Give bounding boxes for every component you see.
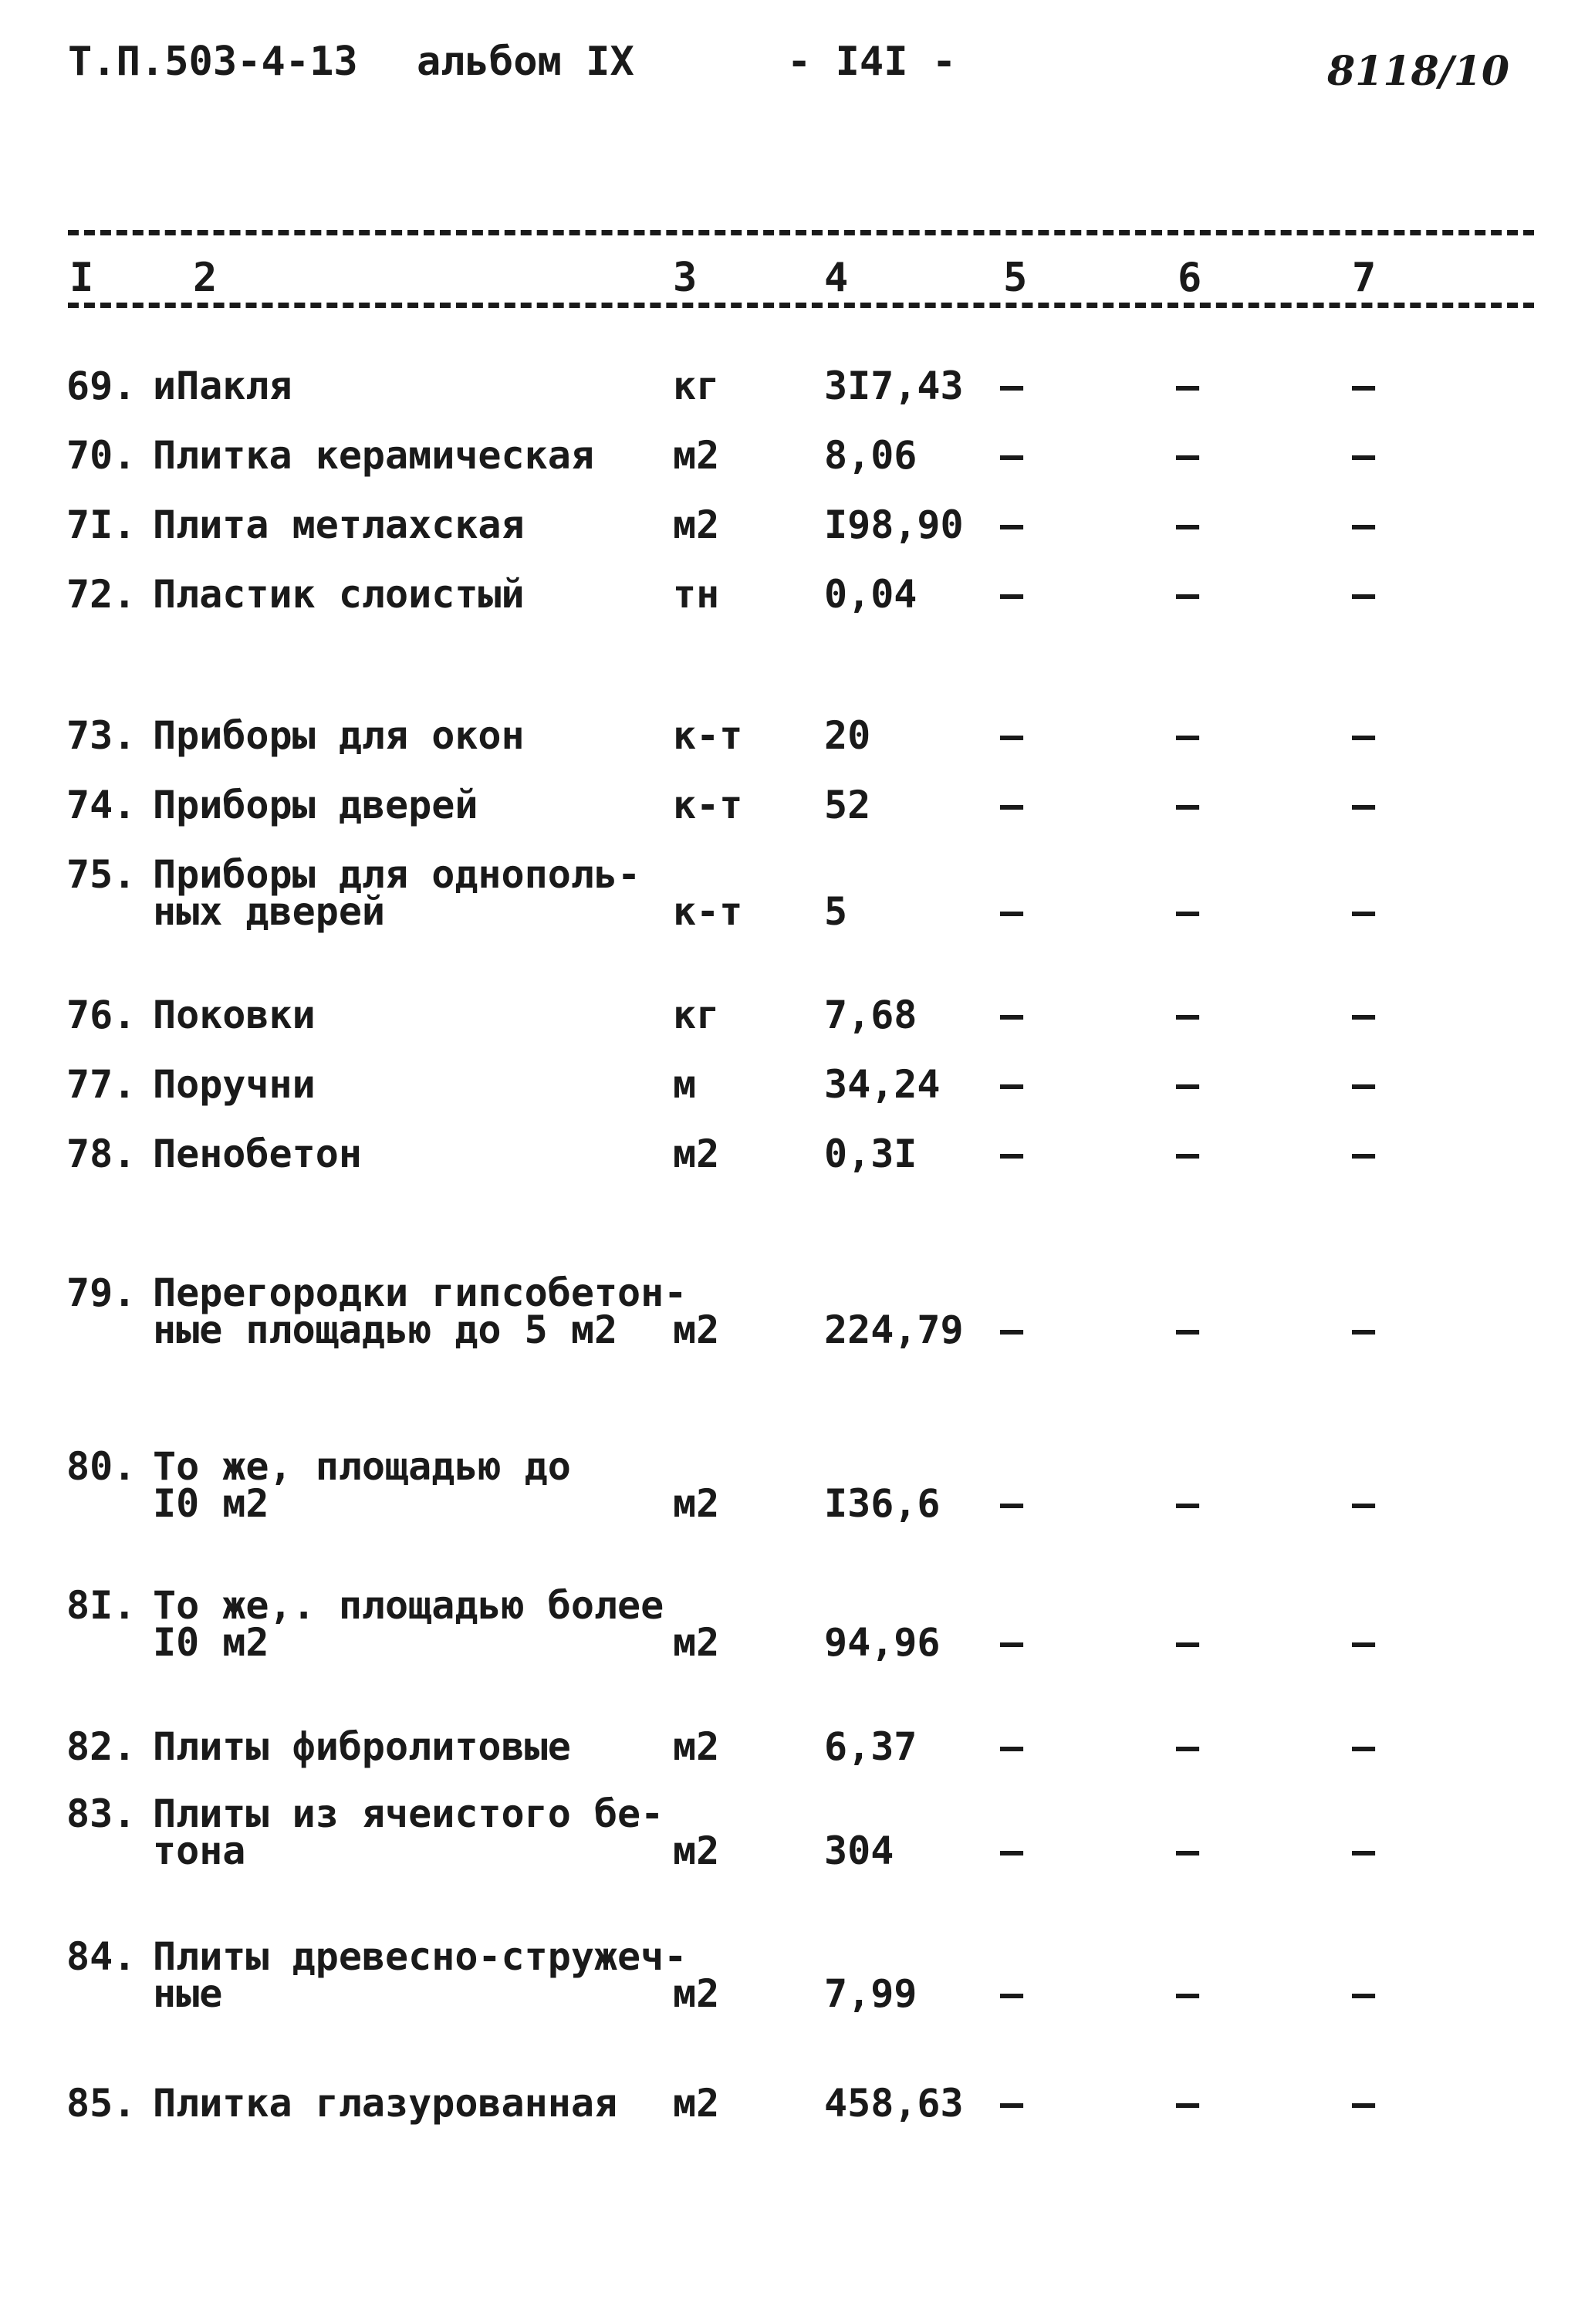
col6-value: –	[1176, 713, 1200, 758]
material-name: Приборы для окон	[153, 713, 525, 758]
row-number: 74.	[66, 783, 137, 827]
quantity: 8,06	[824, 433, 917, 478]
unit: м	[673, 1062, 697, 1107]
unit: кг	[673, 993, 720, 1037]
quantity: 20	[824, 713, 871, 758]
quantity: 0,3I	[824, 1132, 917, 1176]
col6-value: –	[1176, 1481, 1200, 1526]
row-number: 80.	[66, 1444, 137, 1489]
unit: м2	[673, 502, 720, 547]
col6-value: –	[1176, 1062, 1200, 1107]
material-name: Приборы дверей	[153, 783, 478, 827]
col7-value: –	[1352, 1132, 1376, 1176]
col7-value: –	[1352, 889, 1376, 934]
col5-value: –	[1000, 433, 1024, 478]
unit: к-т	[673, 713, 743, 758]
quantity: 94,96	[824, 1620, 941, 1665]
col-header-1: I	[69, 255, 94, 301]
material-name: Пенобетон	[153, 1132, 362, 1176]
unit: к-т	[673, 783, 743, 827]
col5-value: –	[1000, 1481, 1024, 1526]
unit: м2	[673, 1971, 720, 2016]
col5-value: –	[1000, 1971, 1024, 2016]
unit: кг	[673, 364, 720, 408]
unit: м2	[673, 1307, 720, 1352]
col5-value: –	[1000, 1307, 1024, 1352]
quantity: 6,37	[824, 1724, 917, 1769]
material-name-continued: I0 м2	[153, 1620, 269, 1665]
col5-value: –	[1000, 1132, 1024, 1176]
quantity: 0,04	[824, 572, 917, 617]
col6-value: –	[1176, 1971, 1200, 2016]
col6-value: –	[1176, 433, 1200, 478]
col5-value: –	[1000, 889, 1024, 934]
col-header-7: 7	[1352, 255, 1377, 301]
col5-value: –	[1000, 713, 1024, 758]
material-name: Плиты древесно-стружеч-	[153, 1934, 688, 1979]
quantity: I98,90	[824, 502, 964, 547]
row-number: 83.	[66, 1791, 137, 1836]
unit: м2	[673, 1724, 720, 1769]
col7-value: –	[1352, 2081, 1376, 2126]
unit: м2	[673, 433, 720, 478]
material-name: Пластик слоистый	[153, 572, 525, 617]
material-name: Приборы для однополь-	[153, 852, 641, 897]
col7-value: –	[1352, 433, 1376, 478]
unit: м2	[673, 1481, 720, 1526]
col6-value: –	[1176, 1620, 1200, 1665]
quantity: 224,79	[824, 1307, 964, 1352]
material-name-continued: I0 м2	[153, 1481, 269, 1526]
material-name: То же, площадью до	[153, 1444, 571, 1489]
row-number: 75.	[66, 852, 137, 897]
col-header-4: 4	[824, 255, 849, 301]
col7-value: –	[1352, 1620, 1376, 1665]
document-code: Т.П.503-4-13	[68, 39, 358, 85]
col7-value: –	[1352, 713, 1376, 758]
material-name-continued: ные	[153, 1971, 223, 2016]
col7-value: –	[1352, 993, 1376, 1037]
material-name: Плита метлахская	[153, 502, 525, 547]
quantity: I36,6	[824, 1481, 941, 1526]
page-number: - I4I -	[787, 39, 957, 85]
material-name: Плиты фибролитовые	[153, 1724, 571, 1769]
material-name: Поручни	[153, 1062, 316, 1107]
unit: м2	[673, 1620, 720, 1665]
col6-value: –	[1176, 2081, 1200, 2126]
col5-value: –	[1000, 1062, 1024, 1107]
quantity: 52	[824, 783, 871, 827]
dashed-rule-top	[68, 230, 1534, 235]
col6-value: –	[1176, 364, 1200, 408]
col6-value: –	[1176, 1132, 1200, 1176]
col-header-5: 5	[1003, 255, 1028, 301]
row-number: 76.	[66, 993, 137, 1037]
row-number: 70.	[66, 433, 137, 478]
unit: м2	[673, 1828, 720, 1873]
col-header-3: 3	[673, 255, 698, 301]
col7-value: –	[1352, 502, 1376, 547]
material-name: То же,. площадью более	[153, 1583, 664, 1628]
row-number: 82.	[66, 1724, 137, 1769]
row-number: 84.	[66, 1934, 137, 1979]
col7-value: –	[1352, 1062, 1376, 1107]
col-header-2: 2	[193, 255, 218, 301]
material-name-continued: ные площадью до 5 м2	[153, 1307, 618, 1352]
col7-value: –	[1352, 1724, 1376, 1769]
col5-value: –	[1000, 783, 1024, 827]
col5-value: –	[1000, 1620, 1024, 1665]
row-number: 73.	[66, 713, 137, 758]
unit: м2	[673, 1132, 720, 1176]
quantity: 458,63	[824, 2081, 964, 2126]
material-name: иПакля	[153, 364, 292, 408]
material-name: Перегородки гипсобетон-	[153, 1270, 688, 1315]
handwritten-note: 8118/10	[1327, 48, 1510, 95]
row-number: 8I.	[66, 1583, 137, 1628]
col7-value: –	[1352, 1828, 1376, 1873]
col6-value: –	[1176, 572, 1200, 617]
quantity: 7,99	[824, 1971, 917, 2016]
col-header-6: 6	[1178, 255, 1202, 301]
quantity: 7,68	[824, 993, 917, 1037]
col7-value: –	[1352, 572, 1376, 617]
quantity: 34,24	[824, 1062, 941, 1107]
material-name: Плитка глазурованная	[153, 2081, 618, 2126]
col7-value: –	[1352, 1481, 1376, 1526]
col7-value: –	[1352, 783, 1376, 827]
col6-value: –	[1176, 1828, 1200, 1873]
row-number: 78.	[66, 1132, 137, 1176]
unit: м2	[673, 2081, 720, 2126]
material-name: Поковки	[153, 993, 316, 1037]
col6-value: –	[1176, 502, 1200, 547]
material-name: Плиты из ячеистого бе-	[153, 1791, 664, 1836]
album-label: альбом IX	[417, 39, 634, 85]
col5-value: –	[1000, 1724, 1024, 1769]
quantity: 3I7,43	[824, 364, 964, 408]
dashed-rule-bottom	[68, 303, 1534, 308]
row-number: 77.	[66, 1062, 137, 1107]
col7-value: –	[1352, 1971, 1376, 2016]
col6-value: –	[1176, 1307, 1200, 1352]
col5-value: –	[1000, 1828, 1024, 1873]
col6-value: –	[1176, 1724, 1200, 1769]
unit: к-т	[673, 889, 743, 934]
col6-value: –	[1176, 993, 1200, 1037]
material-name-continued: тона	[153, 1828, 246, 1873]
col5-value: –	[1000, 502, 1024, 547]
row-number: 79.	[66, 1270, 137, 1315]
row-number: 69.	[66, 364, 137, 408]
quantity: 5	[824, 889, 848, 934]
row-number: 72.	[66, 572, 137, 617]
material-name: Плитка керамическая	[153, 433, 594, 478]
row-number: 7I.	[66, 502, 137, 547]
col6-value: –	[1176, 783, 1200, 827]
col5-value: –	[1000, 993, 1024, 1037]
material-name-continued: ных дверей	[153, 889, 386, 934]
col5-value: –	[1000, 2081, 1024, 2126]
col6-value: –	[1176, 889, 1200, 934]
quantity: 304	[824, 1828, 894, 1873]
col5-value: –	[1000, 572, 1024, 617]
col5-value: –	[1000, 364, 1024, 408]
unit: тн	[673, 572, 720, 617]
col7-value: –	[1352, 364, 1376, 408]
col7-value: –	[1352, 1307, 1376, 1352]
row-number: 85.	[66, 2081, 137, 2126]
